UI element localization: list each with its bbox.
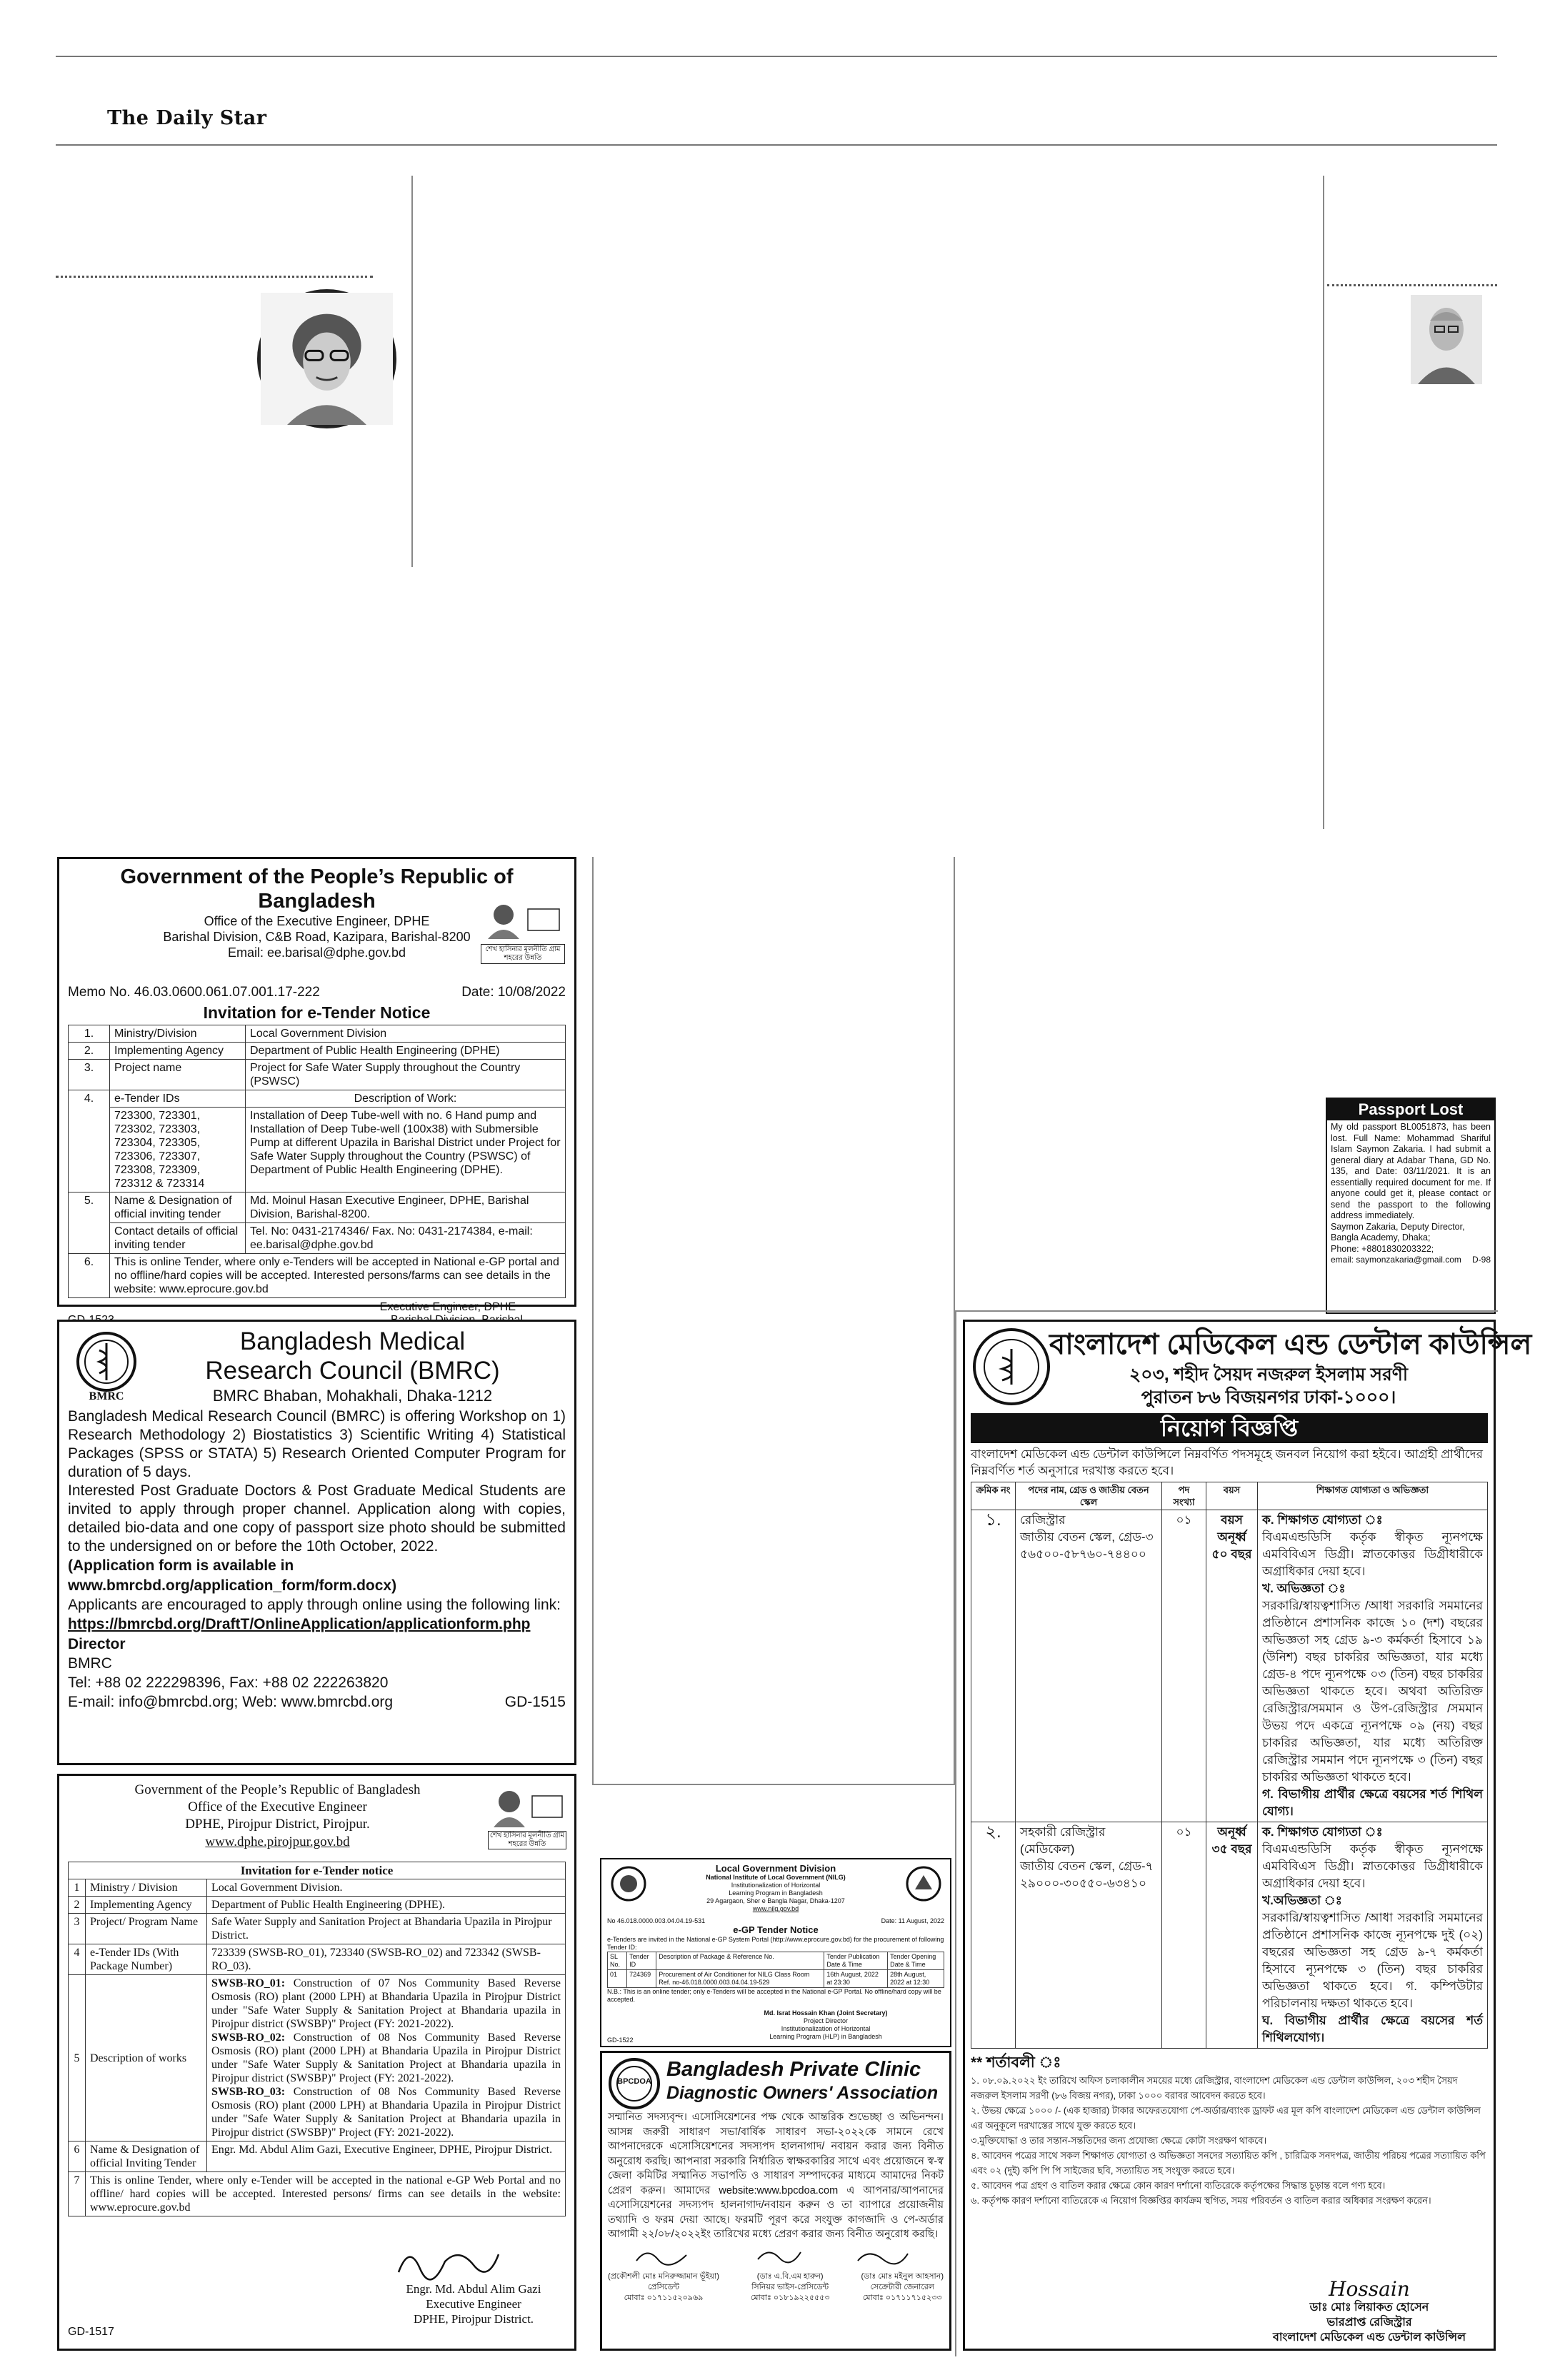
table-cell: Procurement of Air Conditioner for NILG Class Room Ref. no-46.018.0000.003.04.04.19-529 [656,1970,824,1988]
row6-value: This is online Tender, where only e-Tenders will be accepted in National e-GP portal and no offline/hard copies will be accepted. Interested persons/farms can see details in the website: www.eprocure.gov.bd [110,1254,566,1298]
term-item: ৫. আবেদন পত্র গ্রহণ ও বাতিল করার ক্ষেত্রে কোন কারণ দর্শানো ব্যতিরেকে কর্তৃপক্ষের সিদ্ধান্ত চূড়ান্ত বলে গণ্য হবে। [971,2180,1386,2191]
post-pay: ২৯০০০-৩০৫৫০-৬৩৪১০ [1020,1877,1147,1890]
bmrc-body1: Bangladesh Medical Research Council (BMRC) is offering Workshop on 1) Research Methodology 2) Biostatistics 3) Scientific Writing 4) Statistical Packages (SPSS or STATA) 5) Research Oriented Computer Program for duration of 5 days. [68,1408,566,1480]
exp-text: সরকারি/স্বায়ত্বশাসিত /আধা সরকারি সমমানের প্রতিষ্ঠানে প্রশাসনিক কাজে ন্যূনপক্ষে দুই (০২) বছরের অভিজ্ঞতা সহ গ্রেড ৯-৭ কর্মকর্তা হিসাবে ন্যূনপক্ষে ৩ (তিন) বছর চাকরির অভিজ্ঞতা থাকতে হবে। গ. কম্পিউটার পরিচালনায় দক্ষতা থাকতে হবে। [1262,1911,1483,2010]
table-cell: Department of Public Health Engineering (DPHE). [207,1897,566,1914]
table-header-cell: পদ সংখ্যা [1162,1482,1206,1510]
table-cell: Implementing Agency [86,1897,207,1914]
table-cell: Local Government Division. [207,1879,566,1897]
right-dotted-rule [1327,284,1497,286]
passport-code: D-98 [1471,1255,1491,1265]
table-cell: 01 [608,1970,627,1988]
table-cell: 723339 (SWSB-RO_01), 723340 (SWSB-RO_02) and 723342 (SWSB-RO_03). [207,1944,566,1975]
ad-passport-lost [1326,1098,1496,1314]
table-cell: 28th August, 2022 at 12:30 [888,1970,944,1988]
masthead-rule [56,144,1497,146]
nilg-division: Local Government Division [715,1863,836,1874]
extra-text: গ. বিভাগীয় প্রার্থীর ক্ষেত্রে বয়সের শর্ত শিথিল যোগ্য। [1262,1787,1483,1818]
bmdc-table [971,1482,1488,2049]
post-scale: জাতীয় বেতন স্কেল, গ্রেড-৩ [1020,1530,1154,1544]
dphe-barisal-address: Barishal Division, C&B Road, Kazipara, Barishal-8200 [163,930,471,944]
middle-empty-box [592,857,955,1785]
dphe-barisal-heading: Invitation for e-Tender Notice [203,1003,431,1022]
pirojpur-row7-no: 7 [69,2172,86,2216]
bmrc-code: GD-1515 [504,1694,566,1710]
table-header-cell: শিক্ষাগত যোগ্যতা ও অভিজ্ঞতা [1258,1482,1488,1510]
pirojpur-table [68,1862,566,2216]
work-item [211,1977,561,2031]
nilg-note: N.B.: This is an online tender; only e-Tenders will be accepted in the National e-GP Portal. No offline/hard copy will be accepted. [607,1988,941,2003]
bmrc-online: Applicants are encouraged to apply through online using the following link: [68,1597,561,1613]
pirojpur-title: Government of the People’s Republic of Bangladesh [134,1782,421,1797]
table-cell: ১. [971,1510,1016,1822]
qual-head: ক. শিক্ষাগত যোগ্যতা ঃ [1262,1513,1383,1527]
table-cell: 1. [69,1025,110,1043]
table-row [69,1223,566,1254]
bmdc-address2: পুরাতন ৮৬ বিজয়নগর ঢাকা-১০০০। [1141,1387,1396,1407]
leader-portrait-icon [481,899,565,940]
table-cell: ০১ [1162,1510,1206,1822]
bpcdoa-sig1 [608,2271,719,2304]
pirojpur-sign-name: Engr. Md. Abdul Alim Gazi [406,2282,541,2296]
work-item [211,2031,561,2085]
table-cell: ০১ [1162,1822,1206,2049]
table-header-cell: Tender Opening Date & Time [888,1952,944,1970]
bpcdoa-signatures [608,2242,944,2268]
bmrc-title-line2: Research Council (BMRC) [205,1357,500,1385]
bpcdoa-logo-text: BPCDOA [617,2077,651,2086]
portrait-man [1411,295,1482,384]
portrait-woman-drawing [261,293,393,425]
table-cell: বয়স অনূর্ধ্ব ৫০ বছর [1206,1510,1258,1822]
bmdc-sign-block [1255,2279,1484,2345]
nilg-sign3: Institutionalization of Horizontal [781,2025,871,2032]
pirojpur-heading: Invitation for e-Tender notice [69,1862,566,1879]
table-cell: Ministry/Division [110,1025,246,1043]
nilg-web[interactable]: www.nilg.gov.bd [752,1905,799,1912]
table-cell: ২. [971,1822,1016,2049]
nilg-code: GD-1522 [607,2037,634,2044]
table-header-cell: বয়স [1206,1482,1258,1510]
bmrc-bold1: (Application form is available in [68,1557,294,1574]
bmdc-sign-name: ডাঃ মোঃ লিয়াকত হোসেন [1309,2301,1429,2314]
nilg-memo-row [607,1917,944,1924]
table-row [69,1914,566,1944]
pirojpur-code: GD-1517 [68,2326,114,2338]
row6-no: 6. [69,1254,110,1298]
bmdc-sign-title: ভারপ্রাপ্ত রেজিস্ট্রার [1326,2316,1412,2329]
dphe-barisal-title: Government of the People’s Republic of Bangladesh [120,865,514,913]
nilg-address: 29 Agargaon, Sher e Bangla Nagar, Dhaka-1207 [706,1897,845,1904]
table-cell: 3. [69,1060,110,1090]
left-column-rule [411,176,413,567]
table-row [971,1510,1488,1822]
bmdc-banner: নিয়োগ বিজ্ঞপ্তি [971,1413,1488,1443]
bmdc-terms [971,2073,1488,2208]
sheikh-hasina-logo [481,899,565,962]
portrait-woman [257,289,396,428]
table-cell: Implementing Agency [110,1043,246,1060]
table-cell: Project for Safe Water Supply throughout the Country (PSWSC) [246,1060,566,1090]
bmrc-body2: Interested Post Graduate Doctors & Post Graduate Medical Students are invited to apply through proper channel. Application along with copies, detailed bio-data and one copy of passport size photo should be submitted to the undersigned on or before the 10th October, 2022. [68,1482,566,1555]
table-row [69,1897,566,1914]
sig3-phone: মোবাঃ ০১৭১১৭১৫২৩৩ [862,2293,942,2302]
tender-desc: Installation of Deep Tube-well with no. 6 Hand pump and Installation of Deep Tube-well (100x38) with Submersible Pump at different Upazila in Barishal District under Project for Safe Water Supply throughout the Country (PSWSC) of Department of Public Health Engineering (DPHE). [246,1108,566,1192]
qual-text: বিএমএন্ডডিসি কর্তৃক স্বীকৃত ন্যূনপক্ষে এমবিবিএস ডিগ্রী। স্নাতকোত্তর ডিগ্রীধারীকে অগ্রাধিকার দেয়া হবে। [1262,1530,1483,1578]
nilg-project: Institutionalization of Horizontal [731,1882,821,1889]
bmrc-bold2[interactable]: www.bmrcbd.org/application_form/form.docx) [68,1577,397,1594]
table-header-cell: SL No. [608,1952,627,1970]
nilg-memo: No 46.018.0000.003.04.04.19-531 [607,1917,706,1924]
sig3-name: (ডাঃ মোঃ মইনুল আহসান) [861,2271,944,2281]
bmrc-logo-label: BMRC [89,1390,124,1402]
top-rule [56,56,1497,57]
qual-head: ক. শিক্ষাগত যোগ্যতা ঃ [1262,1825,1383,1839]
tender-ids: 723300, 723301, 723302, 723303, 723304, 723305, 723306, 723307, 723308, 723309, 723312 & 723314 [110,1108,246,1192]
passport-title: Passport Lost [1327,1099,1494,1120]
pirojpur-row6-value: Engr. Md. Abdul Alim Gazi, Executive Engineer, DPHE, Pirojpur District. [207,2142,566,2172]
ad-bmdc [963,1320,1532,2351]
nilg-sign4: Learning Program (HLP) in Bangladesh [769,2033,882,2040]
masthead-title: The Daily Star [107,107,267,129]
nilg-table [607,1952,944,1988]
table-cell: Safe Water Supply and Sanitation Project at Bhandaria Upazila in Pirojpur District. [207,1914,566,1944]
bpcdoa-body: সম্মানিত সদস্যবৃন্দ। এসোসিয়েশনের পক্ষ থেকে আন্তরিক শুভেচ্ছা ও অভিনন্দন। আসন্ন জরুরী সাধারণ সভা/বার্ষিক সাধারণ সভা-২০২২কে সামনে রেখে আপনাদেরকে এসোসিয়েশনের সদস্যপদ হালনাগাদ/ নবায়ন করার জন্য বিনীত অনুরোধ করছি। আপনারা সরকারি নির্ধারিত স্বাক্ষরকারির সাথে এবং প্রয়োজনে স্ব-স্ব জেলা কমিটির সম্মানিত সভাপতি ও সাধারণ সম্পাদকের মাধ্যমে আমাদের নিকট প্রেরণ করুন। আমাদের website:www.bpcdoa.com এ আপনার/আপনাদের এসোসিয়েশনের সদস্যপদ হালনাগাদ/নবায়ন করুন ও তা ব্যাপারে প্রয়োজনীয় তথ্যাদি ও ফরম দেয়া আছে। ফরমটি পূরণ করে সংযুক্ত কাগজাদি ও পে-অর্ডার আগামী ২২/০৮/২০২২ইং তারিখের মধ্যে প্রেরণ করার জন্য বিনীত অনুরোধ করছি। [608,2112,944,2240]
nilg-heading: e-GP Tender Notice [733,1924,819,1935]
row5b-value: Tel. No: 0431-2174346/ Fax. No: 0431-2174384, e-mail: ee.barisal@dphe.gov.bd [246,1223,566,1254]
table-row [69,1254,566,1298]
bmrc-address: BMRC Bhaban, Mohakhali, Dhaka-1212 [212,1387,493,1405]
ad-dphe-barisal [57,857,576,1313]
dphe-barisal-email: Email: ee.barisal@dphe.gov.bd [227,945,406,960]
table-cell: Local Government Division [246,1025,566,1043]
table-header-row [971,1482,1488,1510]
table-cell: e-Tender IDs (With Package Number) [86,1944,207,1975]
table-cell: অনূর্ধ্ব ৩৫ বছর [1206,1822,1258,2049]
work-code: SWSB-RO_03: [211,2086,286,2098]
post-scale: জাতীয় বেতন স্কেল, গ্রেড-৭ [1020,1859,1154,1873]
row5-value: Md. Moinul Hasan Executive Engineer, DPHE, Barishal Division, Barishal-8200. [246,1192,566,1223]
nilg-sign [707,2009,944,2041]
qualification-cell [1258,1822,1488,2049]
leader-portrait-icon [488,1784,566,1827]
exp-text: সরকারি/স্বায়ত্বশাসিত /আধা সরকারি সমমানের প্রতিষ্ঠানে প্রশাসনিক কাজে ১০ (দশ) বছরের অভিজ্ঞতা সহ গ্রেড ৯-৩ কর্মকর্তা হিসাবে ১৯ (উনিশ) বছর চাকরির অভিজ্ঞতা, যার মধ্যে গ্রেড-৪ পদে ন্যূনপক্ষে ০৩ (তিন) বছর চাকরির অভিজ্ঞতা থাকতে হবে। অথবা অতিরিক্ত রেজিস্ট্রার/সমমান ও উপ-রেজিস্ট্রার /সমমান উভয় পদে একত্রে ন্যূনপক্ষে ০৯ (নয়) বছর চাকরির অভিজ্ঞতা, যার মধ্যে অতিরিক্ত রেজিস্ট্রার সমমান পদে ন্যূনপক্ষে ৩ (তিন) বছর চাকরির অভিজ্ঞতা থাকতে হবে। [1262,1599,1483,1784]
bpcdoa-sig2 [751,2271,830,2304]
nilg-institute: National Institute of Local Government (NILG) [706,1874,846,1881]
tender-no: 4. [69,1090,110,1192]
sig1-phone: মোবাঃ ০১৭১১৫২০৯৬৯ [624,2293,704,2302]
table-header-cell: Tender Publication Date & Time [824,1952,888,1970]
extra-text: ঘ. বিভাগীয় প্রার্থীর ক্ষেত্রে বয়সের শর্ত শিথিলযোগ্য। [1262,2014,1483,2044]
post-pay: ৫৬৫০০-৫৮৭৬০-৭৪৪০০ [1020,1547,1146,1561]
ad-dphe-pirojpur [57,1774,576,2351]
passport-phone: Phone: +8801830203322; [1331,1243,1434,1254]
bpcdoa-title2: Diagnostic Owners' Association [666,2083,939,2103]
table-header-cell: Description of Package & Reference No. [656,1952,824,1970]
portrait-man-drawing [1411,295,1482,384]
table-row [69,1043,566,1060]
table-cell: 4 [69,1944,86,1975]
sig2-title: সিনিয়র ভাইস-প্রেসিডেন্ট [751,2282,829,2291]
passport-footer [1327,1255,1494,1265]
table-cell: 16th August, 2022 at 23:30 [824,1970,888,1988]
row5-label: Name & Designation of official inviting tender [110,1192,246,1223]
post-cell [1016,1510,1162,1822]
ad-bmrc [57,1320,576,1765]
post-name: রেজিস্ট্রার [1020,1513,1066,1527]
pirojpur-sign-office: DPHE, Pirojpur District. [413,2312,534,2326]
nilg-sign2: Project Director [803,2017,848,2024]
bmdc-signature: Hossain [1329,2277,1410,2301]
pirojpur-row6-label: Name & Designation of official Inviting Tender [86,2142,207,2172]
table-header-cell: পদের নাম, গ্রেড ও জাতীয় বেতন স্কেল [1016,1482,1162,1510]
bmdc-address1: ২০৩, শহীদ সৈয়দ নজরুল ইসলাম সরণী [1129,1365,1409,1385]
table-row [69,1025,566,1043]
term-item: ৬. কর্তৃপক্ষ কারণ দর্শানো ব্যতিরেকে এ নিয়োগ বিজ্ঞপ্তির কার্যক্রম স্থগিত, সময় পরিবর্তন ও বাতিল করার অধিকার সংরক্ষণ করেন। [971,2195,1431,2206]
nilg-project2: Learning Program in Bangladesh [729,1889,823,1897]
table-cell: 1 [69,1879,86,1897]
sig1-name: (প্রকৌশলী মোঃ মনিরুজ্জামান ভূঁইয়া) [608,2271,719,2281]
dphe-barisal-date: Date: 10/08/2022 [461,985,566,1000]
bmrc-footer [68,1692,566,1712]
bmrc-tel: Tel: +88 02 222298396, Fax: +88 02 222263820 [68,1674,389,1691]
table-cell: 2. [69,1043,110,1060]
pirojpur-row6-no: 6 [69,2142,86,2172]
dphe-barisal-logo-caption: শেখ হাসিনার মূলনীতি গ্রাম শহরের উন্নতি [481,944,565,964]
passport-body: My old passport BL0051873, has been lost. Full Name: Mohammad Shariful Islam Saymon Zakaria. I had submit a general diary at Adabar Thana, GD No. 135, and Date: 03/11/2021. It is an essentially required document for me. If anyone could get it, please contact or send the passport to the following address immediately. [1331,1122,1491,1220]
sig1-title: প্রেসিডেন্ট [647,2282,680,2291]
bmrc-logo [66,1329,146,1407]
table-row [69,1879,566,1897]
post-name: সহকারী রেজিস্ট্রার (মেডিকেল) [1020,1825,1106,1856]
term-item: ৩.মুক্তিযোদ্ধা ও তার সন্তান-সন্ততিদের জন্য প্রযোজ্য ক্ষেত্রে কোটা সংরক্ষণ থাকবে। [971,2135,1267,2146]
table-cell: 724369 [627,1970,656,1988]
table-row [69,1090,566,1108]
nilg-sign1: Md. Israt Hossain Khan (Joint Secretary) [764,2009,888,2017]
table-row [69,1862,566,1879]
sig2-phone: মোবাঃ ০১৮১৯২২৫৫৫৩ [750,2293,830,2302]
table-cell: Project name [110,1060,246,1090]
pirojpur-row5-no: 5 [69,1975,86,2142]
sig2-name: (ডাঃ এ.বি.এম হারুন) [756,2271,824,2281]
bpcdoa-sig-row [608,2271,944,2304]
term-item: ৪. আবেদন পত্রের সাথে সকল শিক্ষাগত যোগ্যতা ও অভিজ্ঞতা সনদের সত্যায়িত কপি , চারিত্রিক সনদপত্র, জাতীয় পরিচয় পত্রের সত্যায়িত কপি এবং ০২ (দুই) কপি পি পি সাইজের ছবি, সত্যায়িত সহ সংযুক্ত করতে হবে। [971,2150,1486,2176]
bmdc-title: বাংলাদেশ মেডিকেল এন্ড ডেন্টাল কাউন্সিল [1049,1329,1532,1360]
nilg-logo-icon [905,1865,942,1902]
table-cell: 3 [69,1914,86,1944]
dphe-barisal-memo: Memo No. 46.03.0600.061.07.001.17-222 [68,985,320,1000]
pirojpur-address: DPHE, Pirojpur District, Pirojpur. [185,1817,370,1832]
tender-desc-header: Description of Work: [246,1090,566,1108]
table-row [69,2142,566,2172]
table-cell: Ministry / Division [86,1879,207,1897]
pirojpur-signature [395,2240,502,2283]
exp-head: খ.অভিজ্ঞতা ঃ [1262,1894,1342,1907]
bmrc-title-line1: Bangladesh Medical [239,1327,466,1355]
table-cell: 2 [69,1897,86,1914]
dphe-barisal-memo-row [68,985,566,1000]
work-text: Construction of 08 Nos Community Based Reverse Osmosis (RO) plant (2000 LPH) at Bhandaria Upazila in Pirojpur District under "Safe Water Supply & Sanitation Project at Bhandaria upazila in Pirojpur district (SWSBP)" Project (FY: 2021-2022). [211,2032,561,2084]
nilg-intro: e-Tenders are invited in the National e-GP System Portal (http://www.eprocure.gov.bd) for the procurement of following Tender ID: [607,1936,944,1951]
dphe-barisal-office: Office of the Executive Engineer, DPHE [204,914,430,928]
bmrc-sig-org: BMRC [68,1655,112,1672]
bmdc-seal-icon [972,1327,1051,1406]
right-column-rule [1323,176,1324,829]
table-cell: Project/ Program Name [86,1914,207,1944]
table-cell: Department of Public Health Engineering (DPHE) [246,1043,566,1060]
pirojpur-logo-caption: শেখ হাসিনার মূলনীতি গ্রাম শহরের উন্নতি [488,1831,566,1849]
pirojpur-sign-title: Executive Engineer [426,2297,521,2311]
nilg-date: Date: 11 August, 2022 [881,1917,944,1924]
ad-bpcdoa [600,2051,951,2351]
pirojpur-web[interactable]: www.dphe.pirojpur.gov.bd [205,1834,350,1849]
bpcdoa-sig3 [861,2271,944,2304]
term-item: ২. উভয় ক্ষেত্রে ১০০০ /- (এক হাজার) টাকার অফেরতযোগ্য পে-অর্ডার/ব্যাংক ড্রাফট এর মূল কপি বাংলাদেশ মেডিকেল এন্ড ডেন্টাল কাউন্সিল এর অনুকূলে দরখাস্তের সাথে যুক্ত করতে হবে। [971,2105,1481,2131]
post-cell [1016,1822,1162,2049]
bpcdoa-title1: Bangladesh Private Clinic [666,2058,921,2081]
table-row [69,1192,566,1223]
table-header-row [608,1952,944,1970]
bmdc-sign-org: বাংলাদেশ মেডিকেল এন্ড ডেন্টাল কাউন্সিল [1272,2331,1466,2344]
bmdc-terms-title: ** শর্তাবলী ঃ [971,2054,1061,2071]
sig3-title: সেক্রেটারী জেনারেল [870,2282,934,2291]
pirojpur-office: Office of the Executive Engineer [188,1799,367,1814]
table-row [69,1060,566,1090]
dphe-barisal-sign1: Executive Engineer, DPHE [379,1301,516,1313]
bmrc-email: E-mail: info@bmrcbd.org; Web: www.bmrcbd.org [68,1694,394,1710]
work-code: SWSB-RO_01: [211,1977,286,1989]
term-item: ১. ০৮.০৯.২০২২ ইং তারিখে অফিস চলাকালীন সময়ের মধ্যে রেজিস্ট্রার, বাংলাদেশ মেডিকেল এন্ড ডেন্টাল কাউন্সিল, ২০৩ শহীদ সৈয়দ নজরুল ইসলাম সরণী (৮৬ বিজয় নগর), ঢাকা ১০০০ বরাবর আবেদন করতে হবে। [971,2075,1458,2101]
qual-text: বিএমএন্ডডিসি কর্তৃক স্বীকৃত ন্যূনপক্ষে এমবিবিএস ডিগ্রী। স্নাতকোত্তর ডিগ্রীধারীকে অগ্রাধিকার দেয়া হবে। [1262,1842,1483,1890]
left-dotted-rule [56,276,373,278]
passport-name: Saymon Zakaria, Deputy Director, Bangla Academy, Dhaka; [1331,1221,1465,1242]
work-text: Construction of 07 Nos Community Based Reverse Osmosis (RO) plant (2000 LPH) at Bhandaria Upazila in Pirojpur District under "Safe Water Supply & Sanitation Project at Bhandaria upazila in Pirojpur district (SWSBP)" Project (FY: 2021-2022). [211,1977,561,2030]
work-item [211,2085,561,2139]
ad-nilg [600,1858,951,2047]
pirojpur-row7-value: This is online Tender, where only e-Tender will be accepted in the national e-GP Web Portal and no offline/ hard copies will be accepted. Interested persons/ firms can see details in the website: www.eprocure.gov.bd [86,2172,566,2216]
tender-ids-header: e-Tender IDs [110,1090,246,1108]
table-row [69,1108,566,1192]
pirojpur-logo [488,1784,566,1849]
row5b-label: Contact details of official inviting tender [110,1223,246,1254]
passport-email: email: saymonzakaria@gmail.com [1331,1255,1461,1265]
table-row [69,1975,566,2142]
table-header-cell: ক্রমিক নং [971,1482,1016,1510]
bmrc-sig-title: Director [68,1636,126,1652]
qualification-cell [1258,1510,1488,1822]
work-text: Construction of 08 Nos Community Based Reverse Osmosis (RO) plant (2000 LPH) at Bhandaria Upazila in Pirojpur District under "Safe Water Supply & Sanitation Project at Bhandaria upazila in Pirojpur district (SWSBP)" Project (FY: 2021-2022). [211,2086,561,2139]
table-row [608,1970,944,1988]
exp-head: খ. অভিজ্ঞতা ঃ [1262,1582,1346,1595]
work-code: SWSB-RO_02: [211,2032,286,2044]
table-row [971,1822,1488,2049]
row5-no: 5. [69,1192,110,1254]
govt-emblem-icon [610,1865,647,1902]
table-header-cell: Tender ID [627,1952,656,1970]
bmdc-intro: বাংলাদেশ মেডিকেল এন্ড ডেন্টাল কাউন্সিলে নিম্নবর্ণিত পদসমূহে জনবল নিয়োগ করা হইবে। আগ্রহী প্রার্থীদের নিম্নবর্ণিত শর্ত অনুসারে দরখাস্ত করতে হবে। [971,1447,1483,1477]
pirojpur-works [207,1975,566,2142]
bmrc-link[interactable]: https://bmrcbd.org/DraftT/OnlineApplication/applicationform.php [68,1616,531,1632]
table-row [69,2172,566,2216]
dphe-barisal-table [68,1025,566,1298]
pirojpur-sign-block [381,2281,566,2326]
pirojpur-row5-label: Description of works [86,1975,207,2142]
table-row [69,1944,566,1975]
